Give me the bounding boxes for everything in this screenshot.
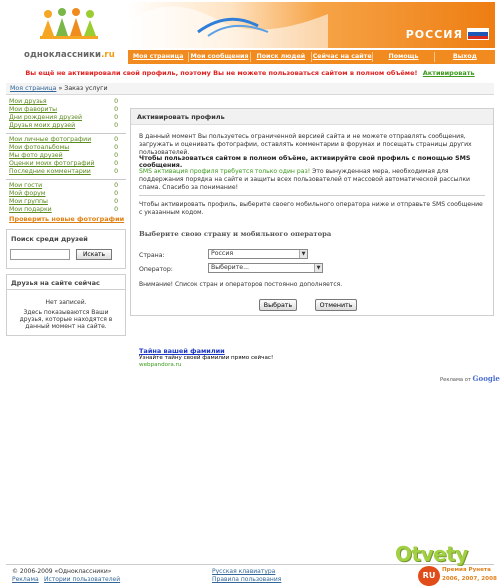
friends-search-input[interactable] (10, 249, 70, 260)
footer-russian-keyboard-link[interactable]: Русская клавиатура (212, 568, 276, 575)
sidebar-menu (6, 98, 126, 217)
runet-prize-icon: RU (418, 566, 440, 586)
operator-label: Оператор: (139, 266, 173, 273)
friends-online-empty: Нет записей. (45, 299, 87, 306)
banner-country-title: РОССИЯ (405, 28, 463, 41)
footer-user-stories-link[interactable]: Истории пользователей (44, 576, 121, 583)
cancel-button[interactable]: Отменить (315, 299, 357, 311)
limited-version-text: В данный момент Вы пользуетесь ограниченной версией сайта и не можете отправлять сообщения, загружать и оценивать фотографии, оставлять комментарии в форумах и посещать страницы других пользователей. (139, 133, 472, 156)
sidebar-item-groups[interactable] (6, 198, 126, 206)
sms-once-highlight: SMS активация профиля требуется только один раз! (139, 168, 311, 175)
ads-by-label: Реклама от (440, 377, 471, 383)
sidebar-item-count: 0 (114, 136, 118, 143)
list-updated-note: Внимание! Список стран и операторов постоянно дополняется. (139, 281, 343, 288)
banner-wave-graphic (128, 2, 328, 48)
sidebar-item-label[interactable]: Последние комментарии (9, 168, 91, 175)
ad-url-link[interactable]: webpandora.ru (139, 362, 182, 368)
nav-help[interactable]: Помощь (373, 52, 434, 62)
nav-my-page[interactable]: Моя страница (128, 52, 189, 62)
header-banner (128, 2, 495, 48)
sms-once-explanation: Это вынужденная мера, необходимая для поддержания порядка на сайте и защиты всех пользователей от массовой автоматической рассылки спама. Спасибо за понимание! (139, 168, 471, 191)
site-logo[interactable] (12, 2, 127, 64)
sidebar-item-label[interactable]: Мы фото друзей (9, 152, 63, 159)
friends-search-box (6, 229, 126, 269)
operator-select[interactable] (208, 263, 323, 273)
activate-link[interactable]: Активировать (422, 69, 475, 77)
activation-panel (130, 108, 494, 316)
footer-advertising-link[interactable]: Реклама (12, 576, 39, 583)
sidebar-group-friends (6, 98, 126, 130)
activation-panel-title: Активировать профиль (137, 113, 225, 121)
sidebar-item-count: 0 (114, 114, 118, 121)
sidebar-item-count: 0 (114, 206, 118, 213)
sidebar-item-count: 0 (114, 198, 118, 205)
sidebar-item-label[interactable]: Мои подарки (9, 206, 52, 213)
ads-by-google[interactable] (440, 374, 500, 383)
sidebar-item-albums[interactable] (6, 144, 126, 152)
logo-people-icon (38, 6, 102, 40)
sms-once-text (139, 168, 487, 191)
choose-button[interactable]: Выбрать (259, 299, 297, 311)
sidebar-item-count: 0 (114, 144, 118, 151)
country-select-value: Россия (211, 250, 234, 257)
sidebar-item-friends-photos[interactable] (6, 152, 126, 160)
sidebar-item-label[interactable]: Оценки моих фотографий (9, 160, 95, 167)
friends-online-box (6, 274, 126, 336)
sidebar-item-label[interactable]: Мои фавориты (9, 106, 58, 113)
sidebar-item-count: 0 (114, 98, 118, 105)
sidebar-item-label[interactable]: Друзья моих друзей (9, 122, 76, 129)
nav-people-search[interactable]: Поиск людей (251, 52, 312, 62)
sidebar-item-last-comments[interactable] (6, 168, 126, 176)
ad-description: Узнайте тайну своей фамилии прямо сейчас! (139, 355, 274, 361)
sidebar-item-forum[interactable] (6, 190, 126, 198)
footer-rules-link[interactable]: Правила пользования (212, 576, 282, 583)
friends-online-title: Друзья на сайте сейчас (11, 279, 100, 287)
sidebar-item-count: 0 (114, 168, 118, 175)
sidebar-item-label[interactable]: Дни рождения друзей (9, 114, 82, 121)
sidebar-item-friends-of-friends[interactable] (6, 122, 126, 130)
sidebar-item-favorites[interactable] (6, 106, 126, 114)
sidebar-item-count: 0 (114, 182, 118, 189)
logo-wordmark: одноклассники.ru (24, 50, 115, 60)
breadcrumb-current: » Заказ услуги (58, 85, 108, 92)
activate-via-sms-text: Чтобы пользоваться сайтом в полном объёме, активируйте свой профиль с помощью SMS сообщения. (139, 155, 471, 169)
sidebar-group-other (6, 182, 126, 214)
chevron-down-icon: ▼ (299, 250, 307, 258)
friends-online-description: Здесь показываются Ваши друзья, которые находятся в данный момент на сайте. (19, 309, 113, 330)
sidebar-item-label[interactable]: Мои гости (9, 182, 43, 189)
activation-warning (0, 69, 500, 77)
sidebar-item-personal-photos[interactable] (6, 136, 126, 144)
sidebar-item-friends[interactable] (6, 98, 126, 106)
sidebar-item-count: 0 (114, 152, 118, 159)
sidebar-item-label[interactable]: Мой форум (9, 190, 46, 197)
sidebar-item-count: 0 (114, 106, 118, 113)
sidebar-item-label[interactable]: Мои группы (9, 198, 48, 205)
sidebar-item-label[interactable]: Мои личные фотографии (9, 136, 92, 143)
russia-flag-icon (467, 28, 489, 40)
footer-copyright: © 2006-2009 «Одноклассники» (12, 568, 112, 575)
warning-text: Вы ещё не активировали свой профиль, поэтому Вы не можете пользоваться сайтом в полном объёме! (25, 69, 418, 77)
sidebar-item-label[interactable]: Мои друзья (9, 98, 47, 105)
choose-operator-instructions: Чтобы активировать профиль, выберите своего мобильного оператора ниже и отправьте SMS сообщение с указанным кодом. (139, 201, 483, 216)
nav-online-now[interactable]: Сейчас на сайте (312, 53, 372, 60)
nav-logout[interactable]: Выход (452, 53, 477, 60)
sidebar-item-count: 0 (114, 190, 118, 197)
chevron-down-icon: ▼ (314, 264, 322, 272)
sidebar-divider (6, 179, 126, 180)
sidebar-item-count: 0 (114, 122, 118, 129)
sidebar-item-birthdays[interactable] (6, 114, 126, 122)
runet-prize-title: Премия Рунета (442, 567, 491, 573)
check-new-photos-link[interactable]: Проверить новые фотографии (9, 215, 125, 223)
nav-my-messages[interactable]: Мои сообщения (189, 52, 250, 62)
sidebar-item-photo-ratings[interactable] (6, 160, 126, 168)
sidebar-item-gifts[interactable] (6, 206, 126, 214)
friends-search-button[interactable]: Искать (76, 249, 112, 260)
sidebar-group-photos (6, 136, 126, 176)
breadcrumb (6, 83, 494, 95)
activation-divider (139, 195, 485, 196)
friends-search-title: Поиск среди друзей (11, 235, 88, 243)
friends-online-divider (7, 289, 125, 290)
country-label: Страна: (139, 252, 165, 259)
sidebar-item-guests[interactable] (6, 182, 126, 190)
otvety-watermark: Otvety (395, 542, 468, 566)
ad-title-link[interactable]: Тайна вашей фамилии (139, 347, 225, 355)
sidebar-item-label[interactable]: Мои фотоальбомы (9, 144, 70, 151)
top-navigation (128, 50, 495, 64)
sidebar-item-count: 0 (114, 160, 118, 167)
operator-select-value: Выберите... (211, 264, 250, 271)
choose-country-operator-title: Выберите свою страну и мобильного оператора (139, 230, 332, 238)
sidebar-divider (6, 133, 126, 134)
breadcrumb-home[interactable]: Моя страница (10, 85, 57, 92)
activation-panel-header (131, 109, 493, 125)
country-select[interactable] (208, 249, 308, 259)
runet-prize-years: 2006, 2007, 2008 (442, 576, 497, 582)
google-logo: Google (472, 374, 500, 383)
